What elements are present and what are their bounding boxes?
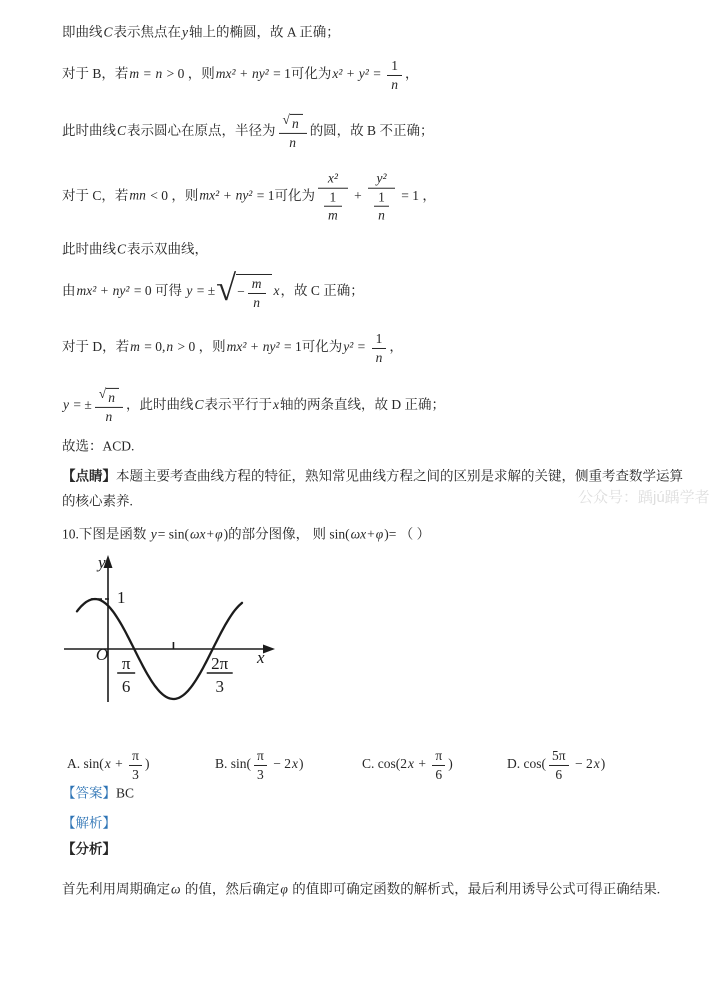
solution-line-ellipse: 即曲线C表示焦点在y轴上的椭圆，故 A 正确； — [62, 24, 340, 40]
analysis-label-line: 【解析】 — [62, 815, 116, 831]
solution-line-circle: 此时曲线C表示圆心在原点，半径为 √ n n 的圆，故 B 不正确； — [62, 112, 434, 150]
method-text-line: 首先利用周期确定ω 的值，然后确定φ 的值即可确定函数的解析式，最后利用诱导公式可得正确结果. — [62, 881, 661, 897]
x-tick-numerator-1: 2π — [211, 654, 229, 673]
x-tick-numerator-0: π — [121, 654, 131, 673]
solution-line-asymptote: 由mx² + ny² = 0 可得 y = ± √ − $\frac{m}{n}$ x，故 C 正确； — [62, 267, 364, 310]
option-b: B. sin( $\frac{\pi}{3}$ − 2x) — [215, 747, 304, 782]
y-axis-label: y — [98, 553, 106, 572]
question-10-text: 10.下图是函数 y= sin(ωx+φ)的部分图像， 则 sin(ωx+φ)= （ ） — [62, 526, 431, 542]
solution-line-case-d: 对于 D，若m = 0,n > 0 ，则mx² + ny² = 1可化为y² = $\frac{1}{n}$ ， — [62, 330, 403, 365]
x-axis-arrow — [263, 645, 275, 654]
key-point-note-cont: 的核心素养. — [62, 493, 133, 509]
solution-line-case-c: 对于 C，若mn < 0 ，则mx² + ny² = 1可化为 $\frac{\text{x²}}{\frac{1}{m}}$ + $\frac{\text{y²}}{\frac{1}{n}}$ = 1 ， — [62, 170, 436, 223]
option-d: D. cos( $\frac{5\pi}{6}$ − 2x) — [507, 747, 606, 782]
solution-line-case-b: 对于 B，若m = n > 0 ，则mx² + ny² = 1可化为x² + y² = $\frac{1}{n}$ ， — [62, 57, 419, 92]
x-axis-label: x — [257, 648, 265, 667]
origin-label: O — [95, 645, 109, 664]
y-tick-label: 1 — [117, 588, 126, 607]
solution-line-hyperbola: 此时曲线C表示双曲线， — [62, 241, 209, 257]
method-label-line: 【分析】 — [62, 841, 116, 857]
option-a: A. sin(x + $\frac{\pi}{3}$ ) — [67, 747, 150, 782]
solution-line-two-lines: y = ± √ n n ，此时曲线C表示平行于x轴的两条直线，故 D 正确； — [63, 386, 445, 424]
option-c: C. cos(2x + $\frac{\pi}{6}$ ) — [362, 747, 453, 782]
watermark: 公众号：踽jú踽学者 — [578, 489, 710, 506]
x-tick-denominator-0: 6 — [121, 677, 131, 696]
function-graph — [60, 552, 282, 712]
answer-label-line: 【答案】BC — [62, 785, 135, 801]
solution-answer-acd: 故选：ACD. — [62, 438, 135, 454]
x-tick-denominator-1: 3 — [215, 677, 224, 696]
key-point-note: 【点睛】本题主要考查曲线方程的特征，熟知常见曲线方程之间的区别是求解的关键，侧重考查数学运算 — [62, 468, 683, 484]
